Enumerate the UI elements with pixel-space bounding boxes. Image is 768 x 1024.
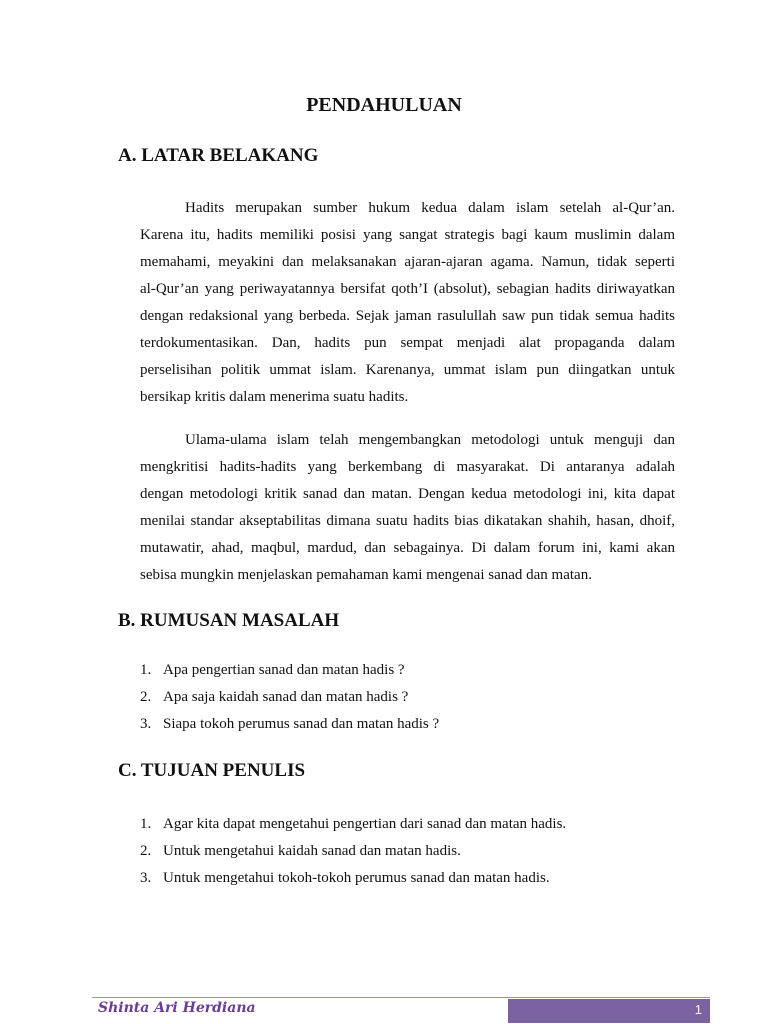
paragraph-2 bbox=[140, 427, 675, 589]
text-line: sebisa mungkin menjelaskan pemahaman kami mengenai sanad dan matan. bbox=[140, 567, 592, 583]
list-item bbox=[140, 811, 566, 838]
section-heading-latar-belakang: A. LATAR BELAKANG bbox=[118, 145, 319, 166]
text-line: mutawatir, ahad, maqbul, mardud, dan sebagainya. Di dalam forum ini, kami akan bbox=[140, 540, 675, 556]
text-line: mengkritisi hadits-hadits yang berkembang di masyarakat. Di antaranya adalah bbox=[140, 459, 675, 475]
page-number: 1 bbox=[694, 1002, 702, 1017]
list-number: 1. bbox=[140, 662, 152, 678]
list-text: Apa saja kaidah sanad dan matan hadis ? bbox=[163, 689, 409, 705]
text-line: Karena itu, hadits memiliki posisi yang sangat strategis bagi kaum muslimin dalam bbox=[140, 227, 675, 243]
text-line: bersikap kritis dalam menerima suatu hadits. bbox=[140, 389, 409, 405]
list-text: Apa pengertian sanad dan matan hadis ? bbox=[163, 662, 405, 678]
paragraph-1 bbox=[140, 195, 675, 411]
page-number-box bbox=[508, 999, 710, 1023]
text-line: dengan metodologi kritik sanad dan matan. Dengan kedua metodologi ini, kita dapat bbox=[140, 486, 675, 502]
list-number: 1. bbox=[140, 816, 152, 832]
list-number: 3. bbox=[140, 716, 152, 732]
problem-list bbox=[140, 657, 439, 738]
text-line: menilai standar akseptabilitas dimana suatu hadits bias dikatakan shahih, hasan, dhoif, bbox=[140, 513, 675, 529]
list-item bbox=[140, 711, 439, 738]
text-line: Hadits merupakan sumber hukum kedua dalam islam setelah al-Qur’an. bbox=[185, 200, 675, 216]
text-line: Ulama-ulama islam telah mengembangkan metodologi untuk menguji dan bbox=[185, 432, 675, 448]
text-line: memahami, meyakini dan melaksanakan ajaran-ajaran agama. Namun, tidak seperti bbox=[140, 254, 675, 270]
list-text: Agar kita dapat mengetahui pengertian dari sanad dan matan hadis. bbox=[163, 816, 567, 832]
footer-divider bbox=[92, 997, 710, 998]
footer-author: Shinta Ari Herdiana bbox=[98, 1000, 256, 1016]
list-number: 2. bbox=[140, 843, 152, 859]
text-line: perselisihan politik ummat islam. Karenanya, ummat islam pun diingatkan untuk bbox=[140, 362, 675, 378]
text-line: terdokumentasikan. Dan, hadits pun sempat menjadi alat propaganda dalam bbox=[140, 335, 675, 351]
list-text: Untuk mengetahui tokoh-tokoh perumus sanad dan matan hadis. bbox=[163, 870, 550, 886]
section-heading-rumusan-masalah: B. RUMUSAN MASALAH bbox=[118, 610, 340, 631]
list-item bbox=[140, 657, 439, 684]
section-heading-tujuan-penulis: C. TUJUAN PENULIS bbox=[118, 760, 306, 781]
list-item bbox=[140, 838, 566, 865]
page-title: PENDAHULUAN bbox=[306, 94, 462, 116]
list-number: 2. bbox=[140, 689, 152, 705]
text-line: al-Qur’an yang periwayatannya bersifat qoth’I (absolut), sebagian hadits diriwayatkan bbox=[140, 281, 675, 297]
list-text: Untuk mengetahui kaidah sanad dan matan hadis. bbox=[163, 843, 461, 859]
list-item bbox=[140, 684, 439, 711]
list-text: Siapa tokoh perumus sanad dan matan hadis ? bbox=[163, 716, 440, 732]
text-line: dengan redaksional yang berbeda. Sejak jaman rasulullah saw pun tidak semua hadits bbox=[140, 308, 675, 324]
objective-list bbox=[140, 811, 566, 892]
list-item bbox=[140, 865, 566, 892]
list-number: 3. bbox=[140, 870, 152, 886]
